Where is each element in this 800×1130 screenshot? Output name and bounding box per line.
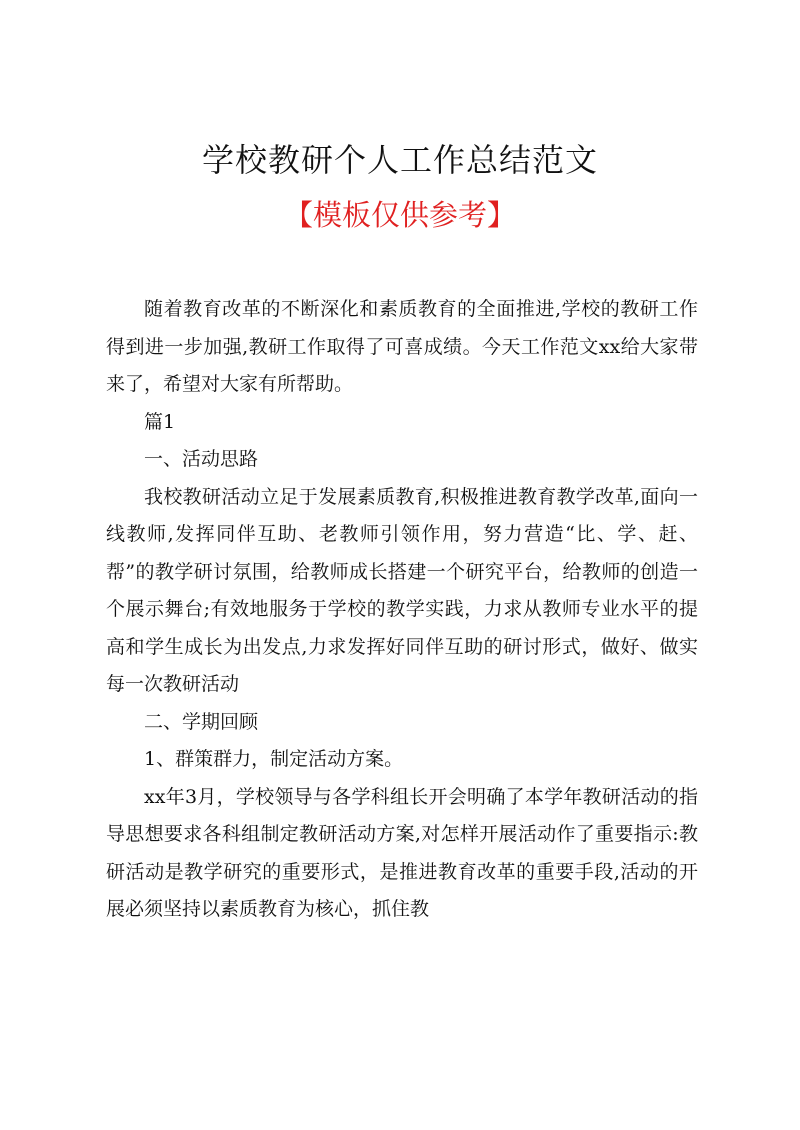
section-label: 篇1 xyxy=(144,410,176,433)
document-body xyxy=(106,291,698,929)
intro-paragraph: 随着教育改革的不断深化和素质教育的全面推进,学校的教研工作得到进一步加强,教研工作取得了可喜成绩。今天工作范文xx给大家带来了，希望对大家有所帮助。 xyxy=(106,298,698,395)
activity-approach-paragraph: 我校教研活动立足于发展素质教育,积极推进教育教学改革,面向一线教师,发挥同伴互助、老教师引领作用，努力营造“比、学、赶、帮”的教学研讨氛围，给教师成长搭建一个研究平台，给教师的创造一个展示舞台;有效地服务于学校的教学实践，力求从教师专业水平的提高和学生成长为出发点,力求发挥好同伴互助的研讨形式，做好、做实每一次教研活动 xyxy=(106,485,698,695)
subheading-plan: 1、群策群力，制定活动方案。 xyxy=(144,748,404,770)
template-notice: 【模板仅供参考】 xyxy=(283,198,516,232)
plan-paragraph: xx年3月，学校领导与各学科组长开会明确了本学年教研活动的指导思想要求各科组制定教研活动方案,对怎样开展活动作了重要指示:教研活动是教学研究的重要形式，是推进教育改革的重要手段,活动的开展必须坚持以素质教育为核心，抓住教 xyxy=(106,785,698,920)
heading-activity-approach: 一、活动思路 xyxy=(144,448,259,470)
heading-semester-review: 二、学期回顾 xyxy=(144,710,259,733)
document-title: 学校教研个人工作总结范文 xyxy=(201,141,598,179)
